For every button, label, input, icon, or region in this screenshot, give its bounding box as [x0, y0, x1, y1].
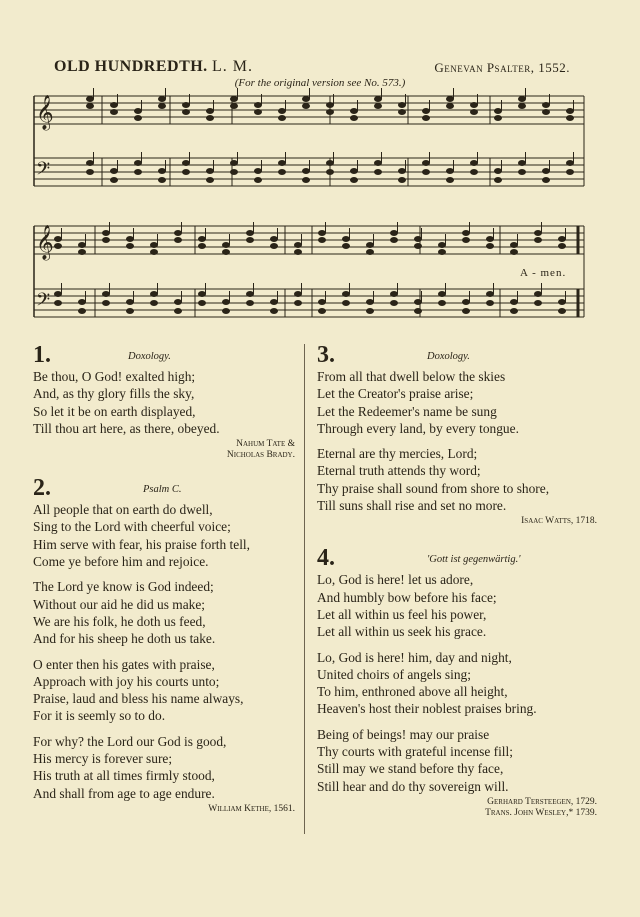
verse-line: Sing to the Lord with cheerful voice;	[33, 519, 231, 535]
svg-text:𝄞: 𝄞	[36, 226, 54, 259]
hymn-composer: Genevan Psalter, 1552.	[434, 60, 570, 75]
verse-number: 4.	[317, 545, 335, 572]
credit-line: Gerhard Tersteegen, 1729.	[487, 796, 597, 807]
verse-line: And shall from age to age endure.	[33, 785, 215, 801]
verse-line: Being of beings! may our praise	[317, 726, 490, 742]
verse-title: Doxology.	[427, 351, 470, 362]
verse-author-credit	[317, 797, 597, 819]
music-score	[0, 0, 640, 340]
verse-line: O enter then his gates with praise,	[33, 656, 215, 672]
column-divider	[304, 344, 305, 834]
verse-header	[33, 342, 295, 368]
verse-1	[33, 342, 295, 461]
hymn-title: OLD HUNDREDTH.	[54, 58, 208, 75]
verse-line: Till suns shall rise and set no more.	[317, 498, 507, 514]
verse-title: 'Gott ist gegenwärtig.'	[427, 554, 521, 566]
verse-line: Let the Redeemer's name be sung	[317, 403, 497, 419]
verse-line: Let all within us feel his power,	[317, 606, 487, 622]
svg-text:𝄢: 𝄢	[36, 289, 51, 314]
verse-line: Praise, laud and bless his name always,	[33, 691, 244, 707]
verse-line: Approach with joy his courts unto;	[33, 673, 220, 689]
verse-line: All people that on earth do dwell,	[33, 502, 213, 518]
verse-line: For why? the Lord our God is good,	[33, 733, 227, 749]
verse-number: 2.	[33, 475, 51, 502]
verse-line: We are his folk, he doth us feed,	[33, 613, 206, 629]
amen-label: A - men.	[520, 267, 567, 279]
verse-line: Still hear and do thy sovereign will.	[317, 778, 509, 794]
svg-text:𝄢: 𝄢	[36, 158, 51, 183]
verse-number: 3.	[317, 342, 335, 368]
verse-4	[317, 545, 597, 819]
verse-line: Come ye before him and rejoice.	[33, 554, 209, 570]
verse-title: Psalm C.	[143, 484, 182, 496]
verse-line: Eternal truth attends thy word;	[317, 463, 481, 479]
right-column	[317, 342, 597, 819]
verse-header	[317, 342, 597, 368]
verse-line: United choirs of angels sing;	[317, 666, 471, 682]
verse-line: His truth at all times firmly stood,	[33, 768, 215, 784]
svg-text:𝄞: 𝄞	[36, 96, 54, 129]
verse-3	[317, 342, 597, 527]
verse-line: Thy courts with grateful incense fill;	[317, 744, 513, 760]
credit-line: William Kethe, 1561.	[208, 803, 295, 814]
credit-line: Nicholas Brady.	[226, 450, 295, 461]
verse-header	[317, 545, 597, 571]
verse-2	[33, 475, 295, 815]
verse-line: Let all within us seek his grace.	[317, 624, 487, 640]
credit-line: Isaac Watts, 1718.	[521, 516, 597, 527]
hymn-meter: L. M.	[212, 58, 253, 75]
credit-line: Nahum Tate &	[236, 439, 295, 450]
verse-title: Doxology.	[128, 351, 171, 362]
verse-line: And, as thy glory fills the sky,	[33, 386, 195, 402]
verse-line: The Lord ye know is God indeed;	[33, 579, 214, 595]
verse-line: Him serve with fear, his praise forth tell,	[33, 536, 250, 552]
verse-author-credit	[33, 804, 295, 815]
hymn-original-note: (For the original version see No. 573.)	[234, 77, 406, 89]
verse-line: Thy praise shall sound from shore to shore,	[317, 480, 550, 496]
verse-line: Without our aid he did us make;	[33, 596, 206, 612]
verse-line: Till thou art here, as there, obeyed.	[33, 420, 220, 436]
verse-author-credit	[33, 439, 295, 461]
verse-line: And for his sheep he doth us take.	[33, 631, 216, 647]
verse-line: Eternal are thy mercies, Lord;	[317, 446, 478, 462]
verse-header	[33, 475, 295, 501]
verse-line: His mercy is forever sure;	[33, 751, 173, 767]
verse-line: To him, enthroned above all height,	[317, 684, 508, 700]
verse-author-credit	[317, 516, 597, 527]
verse-line: Heaven's host their noblest praises bring.	[317, 701, 537, 717]
verse-line: So let it be on earth displayed,	[33, 403, 196, 419]
verse-line: And humbly bow before his face;	[317, 589, 497, 605]
verse-line: For it is seemly so to do.	[33, 708, 166, 724]
verse-line: Through every land, by every tongue.	[317, 420, 519, 436]
verse-line: Be thou, O God! exalted high;	[33, 369, 196, 384]
verse-line: Let the Creator's praise arise;	[317, 386, 474, 402]
verse-line: Still may we stand before thy face,	[317, 761, 504, 777]
verse-line: From all that dwell below the skies	[317, 369, 506, 384]
verse-line: Lo, God is here! him, day and night,	[317, 649, 512, 665]
left-column	[33, 342, 295, 815]
verse-number: 1.	[33, 342, 51, 368]
verse-line: Lo, God is here! let us adore,	[317, 572, 474, 588]
credit-line: Trans. John Wesley,* 1739.	[485, 807, 597, 818]
